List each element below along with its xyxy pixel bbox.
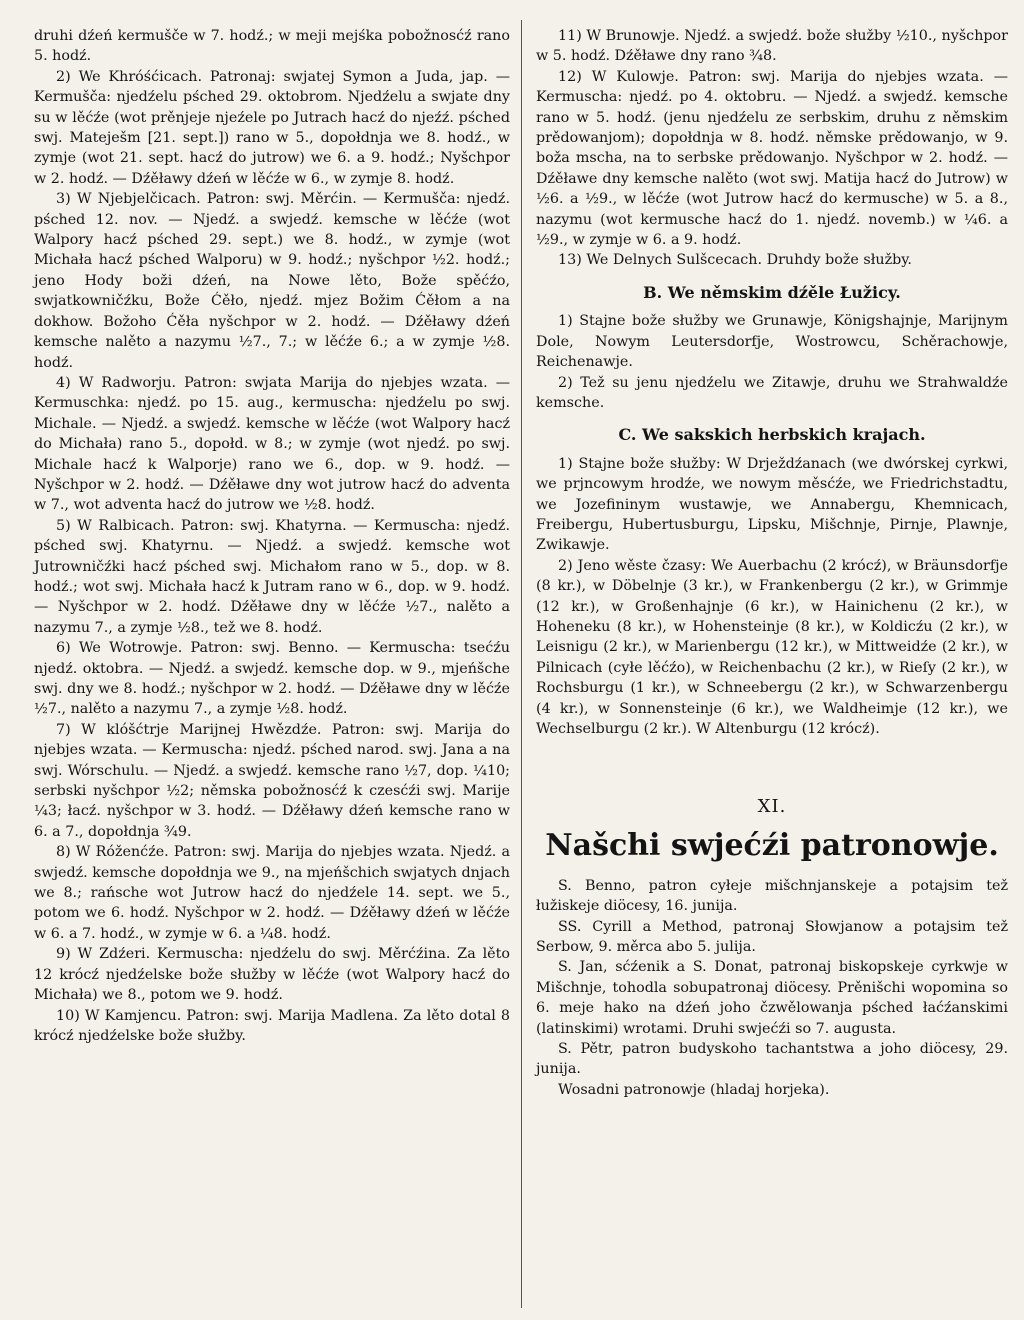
parish-entry-12: 12) W Kulowje. Patron: swj. Marija do njebjes wzata. — Kermuscha: njedź. po 4. oktobru. — Njedź. a swjedź. kemsche rano w 5. hodź. (jenu njedźelu ze serbskim, druhu z němskim prědowanjom); dopołdnja w 8. hodź. němske prědowanjo, w 9. boža mscha, na to serbske prědowanjo. Nyšchpor w 2. hodź. — Dźěławe dny kemsche nalěto (wot swj. Matija hacź do Jutrow) w ½6. a ½9., w lěćźe (wot Jutrow hacź do kermusche) w 5. a 8., nazymu (wot kermusche hacź do 1. njedź. novemb.) w ¼6. a ½9., w zymje w 6. a 9. hodź.: [536, 68, 1008, 249]
patron-entry-3: S. Jan, sćźenik a S. Donat, patronaj biskopskeje cyrkwje w Mišchnje, tohodla sobupatronaj diöcesy. Prěnišchi wopomina so 6. meje hako na dźeń joho čzwělowanja pśched łaćźanskimi (latinskimi) wrotami. Druhi swjećźi so 7. augusta.: [536, 959, 1008, 1037]
parish-entry-8: 8) W Róženćźe. Patron: swj. Marija do njebjes wzata. Njedź. a swjedź. kemsche dopołdnja we 9., na mjeńšchich swjatych dnjach we 8.; rańsche wot Jutrow hacź do njedźele 14. sept. we 5., potom we 6. hodź. Nyšchpor w 2. hodź. — Dźěławy dźeń w lěćźe w 6. a 7. hodź., w zymje w 6. a ¼8. hodź.: [34, 844, 510, 942]
patron-entry-5: Wosadni patronowje (hladaj horjeka).: [558, 1081, 830, 1098]
section-b-heading: B. We němskim dźěle Łužicy.: [643, 282, 901, 302]
parish-entry-4: 4) W Radworju. Patron: swjata Marija do njebjes wzata. — Kermuschka: njedź. po 15. aug., kermuscha: njedźelu po swj. Michale. — Njedź. a swjedź. kemsche w lěćźe (wot Walpory hacź do Michała) rano 5., dopołd. w 8.; w zymje (wot njedź. po swj. Michale hacź k Walporje) rano we 6., dop. w 9. hodź. — Nyšchpor w 2. hodź. — Dźěławe dny wot jutrow hacź do adventa w 7., wot adventa hacź do jutrow we ½8. hodź.: [34, 374, 510, 514]
parish-entry-7: 7) W klóšćtrje Marijnej Hwězdźe. Patron: swj. Marija do njebjes wzata. — Kermuscha: njedź. pśched narod. swj. Jana a na swj. Wórschulu. — Njedź. a swjedź. kemsche rano ½7, dop. ¼10; serbski nyšchpor ½2; němska pobožnosćź k czesćźi swj. Marije ¼3; łacź. nyšchpor w 3. hodź. — Dźěławy dźeń kemsche rano w 6. a 7., dopołdnja ¾9.: [34, 721, 510, 840]
patron-entry-4: S. Pětr, patron budyskoho tachantstwa a joho diöcesy, 29. junija.: [536, 1041, 1008, 1078]
chapter-number: XI.: [757, 796, 787, 818]
section-b-para-1: 1) Stajne bože słužby we Grunawje, Königshajnje, Marijnym Dole, Nowym Leutersdorfje, Wostrowcu, Schěrachowje, Reichenawje.: [536, 313, 1008, 371]
parish-entry-3: 3) W Njebjelčicach. Patron: swj. Měrćin. — Kermušča: njedź. pśched 12. nov. — Njedź. a swjedź. kemsche w lěćźe (wot Walpory hacź pśched 29. sept.) we 8. hodź., w zymje (wot Michała hacź pśched Walporu) w 9. hodź.; nyšchpor ½2. hodź.; jeno Hody boži dźeń, na Nowe lěto, Bože spěćźo, swjatkowničźku, Bože Ćěło, njedź. mjez Božim Ćěłom a na dokhow. Božoho Ćěła nyšchpor w 2. hodź. — Dźěławy dźeń kemsche nalěto a nazymu ½7., 7.; w lěćźe 6.; a w zymje ½8. hodź.: [34, 191, 510, 371]
patron-entry-1: S. Benno, patron cyłeje mišchnjanskeje a potajsim tež łužiskeje diöcesy, 16. junija.: [536, 877, 1008, 915]
patron-entry-2: SS. Cyrill a Method, patronaj Słowjanow a potajsim tež Serbow, 9. měrca abo 5. julija.: [536, 918, 1008, 956]
section-b-para-2: 2) Tež su jenu njedźelu we Zitawje, druhu we Strahwaldźe kemsche.: [536, 374, 1008, 411]
section-c-para-1: 1) Stajne bože słužby: W Drježdźanach (we dwórskej cyrkwi, we prjncowym hrodźe, we nowym měsćźe, we Friedrichstadtu, we Jozefininym wustawje, we Annabergu, Khemnicach, Freibergu, Hubertusburgu, Lipsku, Mišchnje, Pirnje, Plawnje, Zwikawje.: [536, 455, 1008, 554]
parish-entry-2: 2) We Khróśćicach. Patronaj: swjatej Symon a Juda, jap. — Kermušča: njedźelu pśched 29. oktobrom. Njedźelu a swjate dny su w lěćźe (wot prěnjeje njeźele po Jutrach hacź do njeźź. pśched swj. Mateješm [21. sept.]) rano w 5., dopołdnja we 8. hodź., w zymje (wot 21. sept. hacź do jutrow) we 6. a 9. hodź.; Nyšchpor w 2. hodź. — Dźěławy dźeń w lěćźe w 6., w zymje 8. hodź.: [34, 68, 510, 187]
parish-entry-9: 9) W Zdźeri. Kermuscha: njedźelu do swj. Měrćźina. Za lěto 12 krócź njedźelske bože słužby w lěćźe (wot Walpory hacź do Michała) we 8., potom we 9. hodź.: [34, 946, 510, 1004]
parish-entry-13: 13) We Delnych Sulšcecach. Druhdy bože słužby.: [558, 252, 912, 269]
parish-entry-10: 10) W Kamjencu. Patron: swj. Marija Madlena. Za lěto dotal 8 krócź njedźelske bože słužby.: [34, 1007, 510, 1044]
parish-entry-continued: druhi dźeń kermušče w 7. hodź.; w meji mejśka pobožnosćź rano 5. hodź.: [34, 28, 510, 65]
parish-entry-6: 6) We Wotrowje. Patron: swj. Benno. — Kermuscha: tsećźu njedź. oktobra. — Njedź. a swjedź. kemsche dop. w 9., mjeńšche swj. dny we 8. hodź.; nyšchpor w 2. hodź. — Dźěławe dny w lěćźe ½7., nalěto a nazymu 7., a zymje ½8. hodź.: [34, 640, 510, 718]
right-column: [536, 26, 1008, 1100]
section-c-heading: C. We sakskich herbskich krajach.: [618, 425, 926, 445]
parish-entry-5: 5) W Ralbicach. Patron: swj. Khatyrna. — Kermuscha: njedź. pśched swj. Khatyrnu. — Njedź. a swjedź. kemsche wot Jutrowničźki hacź pśched swj. Michałom rano w 5., dop. w 8. hodź.; wot swj. Michała hacź k Jutram rano w 6., dop. w 9. hodź. — Nyšchpor w 2. hodź. Dźěławe dny w lěćźe ½7., nalěto a nazymu 7., a zymje ½8., tež we 8. hodź.: [34, 517, 510, 636]
chapter-title: Našchi swjećźi patronowje.: [545, 827, 999, 863]
column-divider: [521, 20, 522, 1308]
parish-entry-11: 11) W Brunowje. Njedź. a swjedź. bože słužby ½10., nyšchpor w 5. hodź. Dźěławe dny rano ¾8.: [536, 28, 1008, 65]
section-c-para-2: 2) Jeno wěste čzasy: We Auerbachu (2 krócź), w Bräunsdorfje (8 kr.), w Döbelnje (3 kr.), w Frankenbergu (2 kr.), w Grimmje (12 kr.), w Großenhajnje (6 kr.), w Hainichenu (2 kr.), w Hoheneku (8 kr.), w Hohensteinje (8 kr.), w Koldicźu (2 kr.), w Leisnigu (2 kr.), w Marienbergu (12 kr.), w Mittweidźe (2 kr.), w Pilnicach (cyłe lěćźo), w Reichenbachu (2 kr.), w Rieſy (2 kr.), w Rochsburgu (1 kr.), w Schneebergu (2 kr.), w Schwarzenbergu (4 kr.), w Sonnensteinje (6 kr.), we Waldheimje (12 kr.), we Wechselburgu (2 kr.). W Altenburgu (12 krócź).: [536, 557, 1008, 737]
left-column: [34, 26, 510, 1046]
